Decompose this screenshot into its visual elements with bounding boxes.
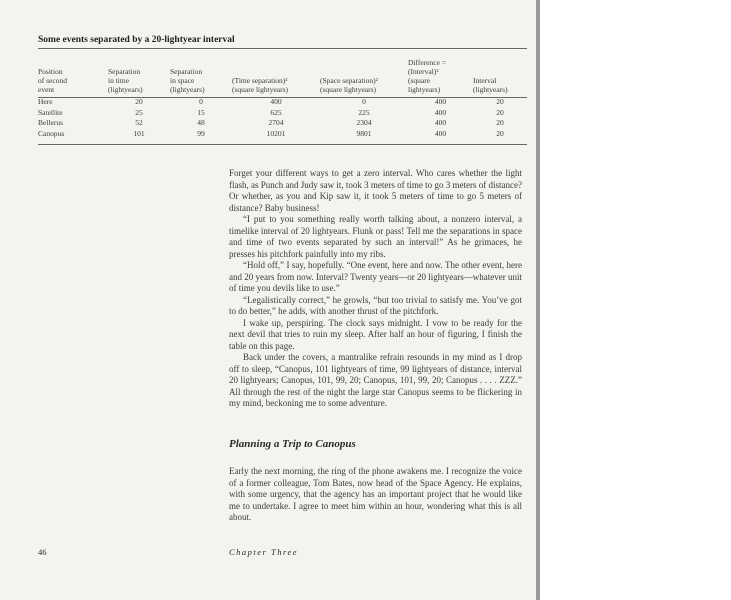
table-cell: 52 xyxy=(135,118,143,127)
paragraph: Forget your different ways to get a zero interval. Who cares whether the light flash, as Punch and Judy saw it, took 3 meters of time to go 3 meters of distance? Or whether, as you and Kip saw it, it took 5 meters of time to go 5 meters of distance? Baby business! xyxy=(229,168,522,213)
body-text xyxy=(229,168,522,410)
table-cell: Here xyxy=(38,97,53,106)
header-space-squared: (Space separation)² (square lightyears) xyxy=(320,76,378,94)
table-cell: 20 xyxy=(496,107,504,117)
interval-table xyxy=(38,50,527,139)
running-footer: Chapter Three xyxy=(229,547,299,557)
header-time-squared: (Time separation)² (square lightyears) xyxy=(232,76,289,94)
table-cell: 15 xyxy=(197,107,205,117)
table-cell: 0 xyxy=(362,97,366,106)
table-cell: 400 xyxy=(434,118,447,127)
paragraph: “I put to you something really worth talking about, a nonzero interval, a timelike interval of 20 lightyears. Flunk or pass! Tell me the separations in space and time of two events separated by such an interval!” As he grimaces, he presses his pitchfork painfully into my ribs. xyxy=(229,214,522,259)
table-row xyxy=(38,129,527,140)
header-interval: Interval (lightyears) xyxy=(473,76,508,94)
header-difference: Difference = (Interval)² (square lightyears) xyxy=(408,58,447,94)
paragraph: Back under the covers, a mantralike refrain resounds in my mind as I drop off to sleep, “Canopus, 101 lightyears of time, 99 lightyears of distance, interval 20 lightyears; Canopus, 101, 99, 20; Canopus, 101, 99, 20; Canopus . . . . ZZZ.” All through the rest of the night the large star Canopus seems to be flickering in my mind, beckoning me to some adventure. xyxy=(229,352,522,408)
paragraph: I wake up, perspiring. The clock says midnight. I vow to be ready for the next devil that tries to ruin my sleep. After half an hour of figuring, I finish the table on this page. xyxy=(229,317,522,351)
table-cell: 99 xyxy=(197,128,205,138)
table-cell: 400 xyxy=(270,97,282,106)
table-bottom-rule xyxy=(38,144,527,145)
table-cell: 48 xyxy=(197,118,205,127)
paragraph: “Hold off,” I say, hopefully. “One event, here and now. The other event, here and 20 years from now. Interval? Twenty years—or 20 lightyears—whatever unit of time you devils like to use.” xyxy=(229,260,522,293)
header-space-separation: Separation in space (lightyears) xyxy=(170,67,205,94)
table-cell: 2304 xyxy=(356,118,372,127)
table-cell: 9801 xyxy=(356,128,372,138)
paragraph: Early the next morning, the ring of the phone awakens me. I recognize the voice of a former colleague, Tom Bates, now head of the Space Agency. He explains, with some urgency, that the agency has an important project that he would like me to undertake. I agree to meet him within an hour, wondering what this is all about. xyxy=(229,466,522,522)
table-cell: 400 xyxy=(434,97,447,106)
table-cell: 101 xyxy=(133,128,145,138)
table-row xyxy=(38,118,527,129)
table-cell: 2704 xyxy=(268,118,284,127)
header-position: Position of second event xyxy=(38,67,67,94)
table-cell: Satellite xyxy=(38,107,63,117)
paragraph: “Legalistically correct,” he growls, “but too trivial to satisfy me. You’ve got to do better,” he adds, with another thrust of the pitchfork. xyxy=(229,294,522,316)
table-cell: 20 xyxy=(496,128,504,138)
table-cell: 625 xyxy=(270,107,282,117)
table-cell: 225 xyxy=(358,107,370,117)
table-cell: 25 xyxy=(135,107,143,117)
table-cell: Canopus xyxy=(38,128,65,138)
table-cell: Bellerus xyxy=(38,118,63,127)
table-title: Some events separated by a 20-lightyear interval xyxy=(38,35,235,45)
section-heading: Planning a Trip to Canopus xyxy=(229,438,356,450)
table-cell: 400 xyxy=(434,128,447,138)
table-header-row xyxy=(38,50,527,97)
table-row xyxy=(38,108,527,119)
header-time-separation: Separation in time (lightyears) xyxy=(108,67,143,94)
table-top-rule xyxy=(38,48,527,49)
table-cell: 10201 xyxy=(266,128,286,138)
page-edge-shadow xyxy=(536,0,540,600)
table-row xyxy=(38,97,527,108)
page-number: 46 xyxy=(38,547,47,557)
section-text xyxy=(229,466,522,524)
table-cell: 20 xyxy=(496,118,504,127)
table-cell: 20 xyxy=(496,97,504,106)
table-cell: 20 xyxy=(135,97,143,106)
table-cell: 0 xyxy=(199,97,203,106)
table-cell: 400 xyxy=(434,107,447,117)
